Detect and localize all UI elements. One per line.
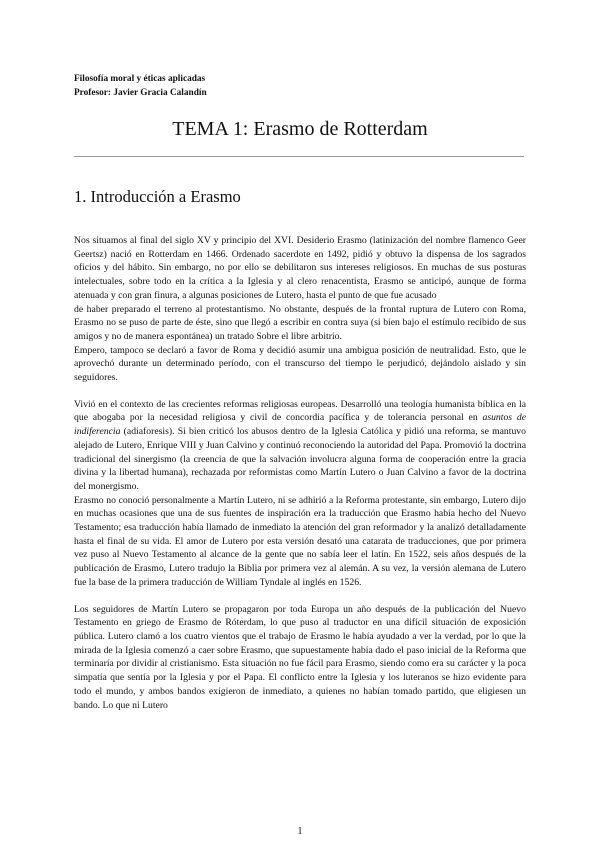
section-heading: 1. Introducción a Erasmo: [74, 187, 241, 206]
italic-term: asuntos de indiferencia: [74, 412, 527, 438]
page-number: 1: [297, 826, 303, 837]
professor-name: Profesor: Javier Gracia Calandín: [74, 88, 207, 98]
paragraph-luther: Erasmo no conoció personalmente a Martín Lutero, ni se adhirió a la Reforma protestante, sin embargo, Lutero dijo en muchas ocasiones que una de sus fuentes de inspiración era la traducción que Erasmo había hecho del Nuevo Testamento; esa traducción había llamado de inmediato la atención del gran reformador y la analizó detalladamente hasta el final de su vida. El amor de Lutero por esta versión desató una catarata de traducciones, que por primera vez puso al Nuevo Testamento al alcance de la gente que no sabía leer el latín. En 1522, seis años después de la publicación de Erasmo, Lutero tradujo la Biblia por primera vez al alemán. A su vez, la versión alemana de Lutero fue la base de la primera traducción de William Tyndale al inglés en 1526.: [74, 494, 526, 588]
paragraph-context: [74, 398, 526, 494]
paragraph-intro-a: Nos situamos al final del siglo XV y principio del XVI. Desiderio Erasmo (latinización del nombre flamenco Geer Geertsz) nació en Rotterdam en 1466. Ordenado sacerdote en 1492, pidió y obtuvo la dispensa de los sagrados oficios y del hábito. Sin embargo, no por ello se debilitaron sus intereses religiosos. En muchas de sus posturas intelectuales, sobre todo en la crítica a la Iglesia y al clero renacentista, Erasmo se anticipó, aunque de forma atenuada y con gran finura, a algunas posiciones de Lutero, hasta el punto de que fue acusado: [74, 235, 526, 301]
paragraph-gap: [74, 385, 526, 398]
body-text: [74, 234, 526, 712]
document-title: TEMA 1: Erasmo de Rotterdam: [172, 118, 428, 140]
paragraph-context-start: Vivió en el contexto de las crecientes reformas religiosas europeas. Desarrolló una teología humanista bíblica en la que abogaba por la necesidad religiosa y civil de concordia pacífica y de tolerancia personal en: [74, 398, 526, 424]
paragraph-followers: Los seguidores de Martín Lutero se propagaron por toda Europa un año después de la publicación del Nuevo Testamento en griego de Erasmo de Róterdam, lo que puso al traductor en una difícil situación de exposición pública. Lutero clamó a los cuatro vientos que el trabajo de Erasmo le había ayudado a ver la verdad, por lo que la mirada de la Iglesia comenzó a caer sobre Erasmo, que supuestamente había dado el paso inicial de la Reforma que terminaría por dividir al cristianismo. Esta situación no fue fácil para Erasmo, siendo como era su carácter y la poca simpatía que sentía por la Iglesia y por el Papa. El conflicto entre la Iglesia y los luteranos se hizo evidente para todo el mundo, y ambos bandos exigieron de inmediato, a quienes no habían tomado partido, que eligiesen un bando. Lo que ni Lutero: [74, 603, 526, 711]
paragraph-gap: [74, 590, 526, 603]
document-header: [74, 72, 207, 100]
paragraph-intro-b: de haber preparado el terreno al protestantismo. No obstante, después de la frontal ruptura de Lutero con Roma, Erasmo no se puso de parte de éste, sino que llegó a escribir en contra suya (si bien bajo el estímulo recibido de sus amigos y no de manera espontánea) un tratado Sobre el libre arbitrio.: [74, 303, 526, 342]
course-name: Filosofía moral y éticas aplicadas: [74, 74, 206, 84]
paragraph-intro-c: Empero, tampoco se declaró a favor de Roma y decidió asumir una ambigua posición de neutralidad. Esto, que le aprovechó durante un determinado período, con el transcurso del tiempo le perjudicó, dejándolo aislado y sin seguidores.: [74, 344, 526, 384]
title-divider: [74, 156, 524, 157]
paragraph-context-end: (adiaforesis). Si bien criticó los abusos dentro de la Iglesia Católica y pidió una reforma, se mantuvo alejado de Lutero, Enrique VIII y Juan Calvino y continuó reconociendo la autoridad del Papa. Promovió la doctrina tradicional del sinergismo (la creencia de que la salvación involucra alguna forma de cooperación entre la gracia divina y la libertad humana), rechazada por reformistas como Martín Lutero o Juan Calvino a favor de la doctrina del monergismo.: [74, 426, 526, 492]
